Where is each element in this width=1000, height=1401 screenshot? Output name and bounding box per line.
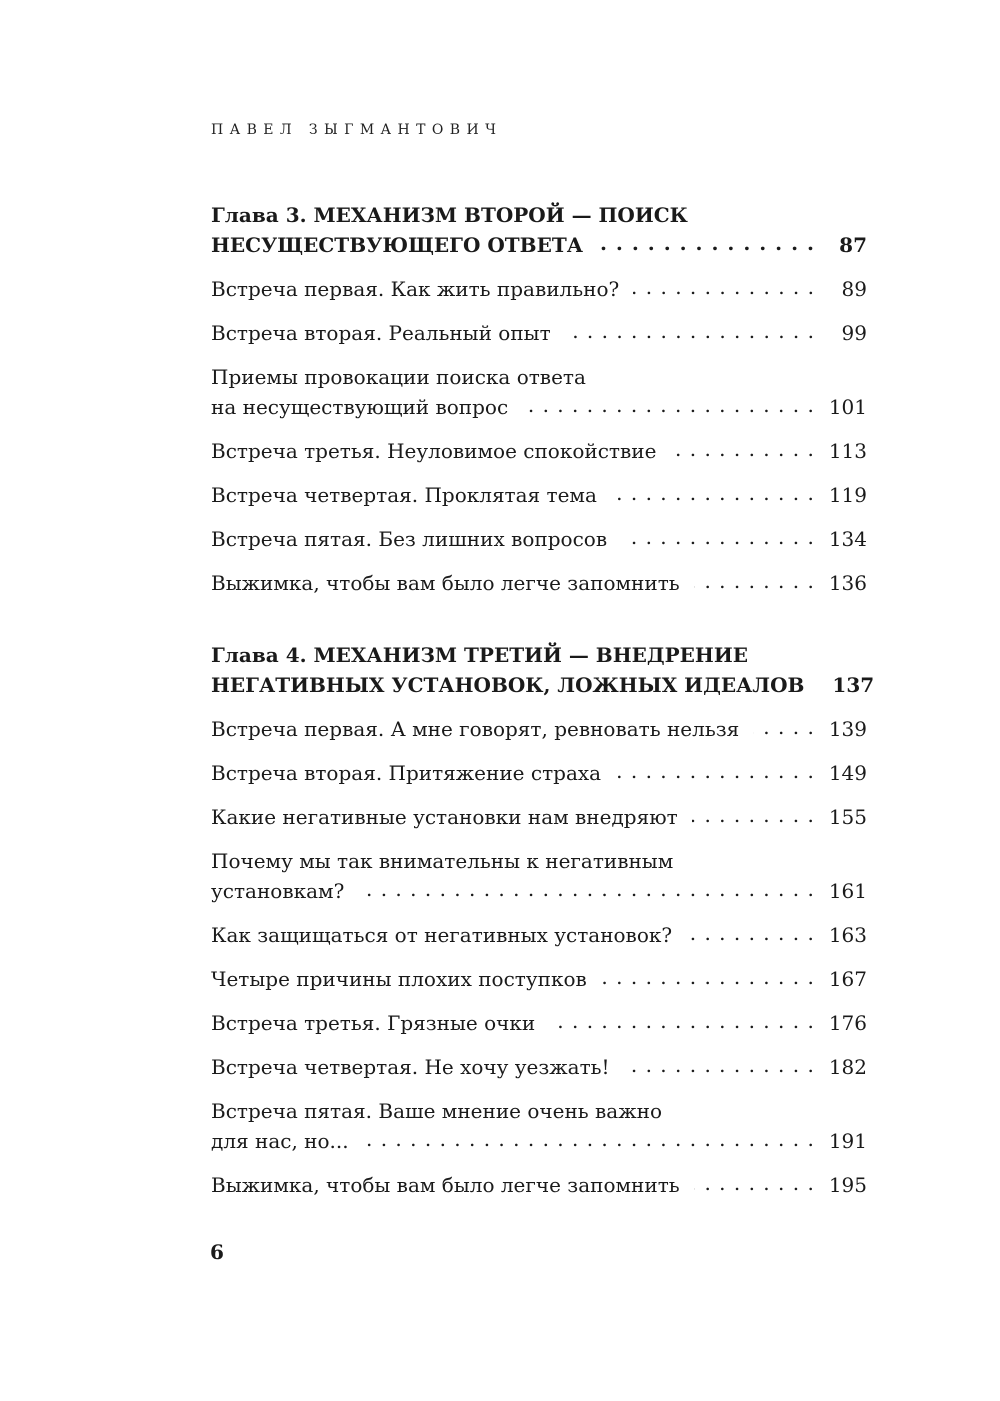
entry-page-number: 182 xyxy=(828,1055,867,1079)
dot-leader xyxy=(633,276,815,296)
toc-entry[interactable] xyxy=(211,318,867,348)
toc-entry[interactable] xyxy=(211,1170,867,1200)
entry-page-number: 134 xyxy=(828,527,867,551)
entry-page-number: 167 xyxy=(828,967,867,991)
toc-entry[interactable] xyxy=(211,1052,867,1082)
entry-page-number: 136 xyxy=(828,571,867,595)
entry-page-number: 101 xyxy=(828,395,867,419)
dot-leader xyxy=(694,570,815,590)
entry-page-number: 89 xyxy=(841,277,867,301)
entry-title: Встреча третья. Неуловимое спокойствие xyxy=(211,439,657,463)
dot-leader xyxy=(597,232,815,252)
entry-page-number: 149 xyxy=(828,761,867,785)
dot-leader xyxy=(686,922,815,942)
toc-entry[interactable] xyxy=(211,846,867,906)
section-gap xyxy=(211,598,867,640)
toc-entry[interactable] xyxy=(211,1096,867,1156)
toc-entry[interactable] xyxy=(211,524,867,554)
entry-title: Выжимка, чтобы вам было легче запомнить xyxy=(211,1173,680,1197)
chapter-page-number: 137 xyxy=(832,673,875,697)
entry-page-number: 163 xyxy=(828,923,867,947)
entry-title: на несуществующий вопрос xyxy=(211,395,509,419)
entry-title: Четыре причины плохих поступков xyxy=(211,967,587,991)
entry-title: установкам? xyxy=(211,879,345,903)
chapter-title-line1: Глава 4. МЕХАНИЗМ ТРЕТИЙ — ВНЕДРЕНИЕ xyxy=(211,643,748,667)
chapter-title-line2: НЕГАТИВНЫХ УСТАНОВОК, ЛОЖНЫХ ИДЕАЛОВ xyxy=(211,673,805,697)
entry-page-number: 195 xyxy=(828,1173,867,1197)
dot-leader xyxy=(565,320,815,340)
toc-entry[interactable] xyxy=(211,568,867,598)
entry-title: Выжимка, чтобы вам было легче запомнить xyxy=(211,571,680,595)
dot-leader xyxy=(358,878,815,898)
entry-page-number: 155 xyxy=(828,805,867,829)
dot-leader xyxy=(522,394,815,414)
entry-title: Встреча четвертая. Проклятая тема xyxy=(211,483,597,507)
page-number: 6 xyxy=(210,1240,224,1264)
dot-leader xyxy=(670,438,814,458)
toc-entry[interactable] xyxy=(211,758,867,788)
toc-entry[interactable] xyxy=(211,436,867,466)
dot-leader xyxy=(363,1128,815,1148)
entry-page-number: 139 xyxy=(828,717,867,741)
entry-title-line1: Приемы провокации поиска ответа xyxy=(211,365,586,389)
entry-title-line1: Встреча пятая. Ваше мнение очень важно xyxy=(211,1099,662,1123)
entry-title: Встреча четвертая. Не хочу уезжать! xyxy=(211,1055,610,1079)
entry-page-number: 191 xyxy=(828,1129,867,1153)
chapter-heading[interactable] xyxy=(211,640,875,700)
toc-entry[interactable] xyxy=(211,362,867,422)
dot-leader xyxy=(694,1172,815,1192)
dot-leader xyxy=(621,526,815,546)
toc-entry[interactable] xyxy=(211,920,867,950)
entry-title: Какие негативные установки нам внедряют xyxy=(211,805,678,829)
entry-title: для нас, но... xyxy=(211,1129,349,1153)
chapter-heading[interactable] xyxy=(211,200,867,260)
entry-page-number: 113 xyxy=(828,439,867,463)
entry-title: Встреча вторая. Реальный опыт xyxy=(211,321,551,345)
entry-title: Встреча третья. Грязные очки xyxy=(211,1011,536,1035)
entry-title: Встреча пятая. Без лишних вопросов xyxy=(211,527,608,551)
entry-title: Встреча вторая. Притяжение страха xyxy=(211,761,602,785)
chapter-page-number: 87 xyxy=(839,233,867,257)
toc-entry[interactable] xyxy=(211,802,867,832)
dot-leader xyxy=(549,1010,815,1030)
running-head: ПАВЕЛ ЗЫГМАНТОВИЧ xyxy=(211,122,503,138)
entry-page-number: 99 xyxy=(841,321,867,345)
chapter-title-line1: Глава 3. МЕХАНИЗМ ВТОРОЙ — ПОИСК xyxy=(211,203,688,227)
dot-leader xyxy=(692,804,815,824)
entry-page-number: 176 xyxy=(828,1011,867,1035)
entry-title: Как защищаться от негативных установок? xyxy=(211,923,673,947)
entry-title-line1: Почему мы так внимательны к негативным xyxy=(211,849,674,873)
toc-entry[interactable] xyxy=(211,274,867,304)
entry-page-number: 161 xyxy=(828,879,867,903)
table-of-contents xyxy=(211,200,875,1200)
entry-title: Встреча первая. А мне говорят, ревновать нельзя xyxy=(211,717,740,741)
dot-leader xyxy=(601,966,815,986)
entry-page-number: 119 xyxy=(828,483,867,507)
entry-title: Встреча первая. Как жить правильно? xyxy=(211,277,620,301)
toc-entry[interactable] xyxy=(211,964,867,994)
toc-entry[interactable] xyxy=(211,480,867,510)
dot-leader xyxy=(624,1054,815,1074)
chapter-title-line2: НЕСУЩЕСТВУЮЩЕГО ОТВЕТА xyxy=(211,233,583,257)
dot-leader xyxy=(615,760,815,780)
toc-entry[interactable] xyxy=(211,1008,867,1038)
toc-entry[interactable] xyxy=(211,714,867,744)
dot-leader xyxy=(611,482,815,502)
dot-leader xyxy=(753,716,815,736)
